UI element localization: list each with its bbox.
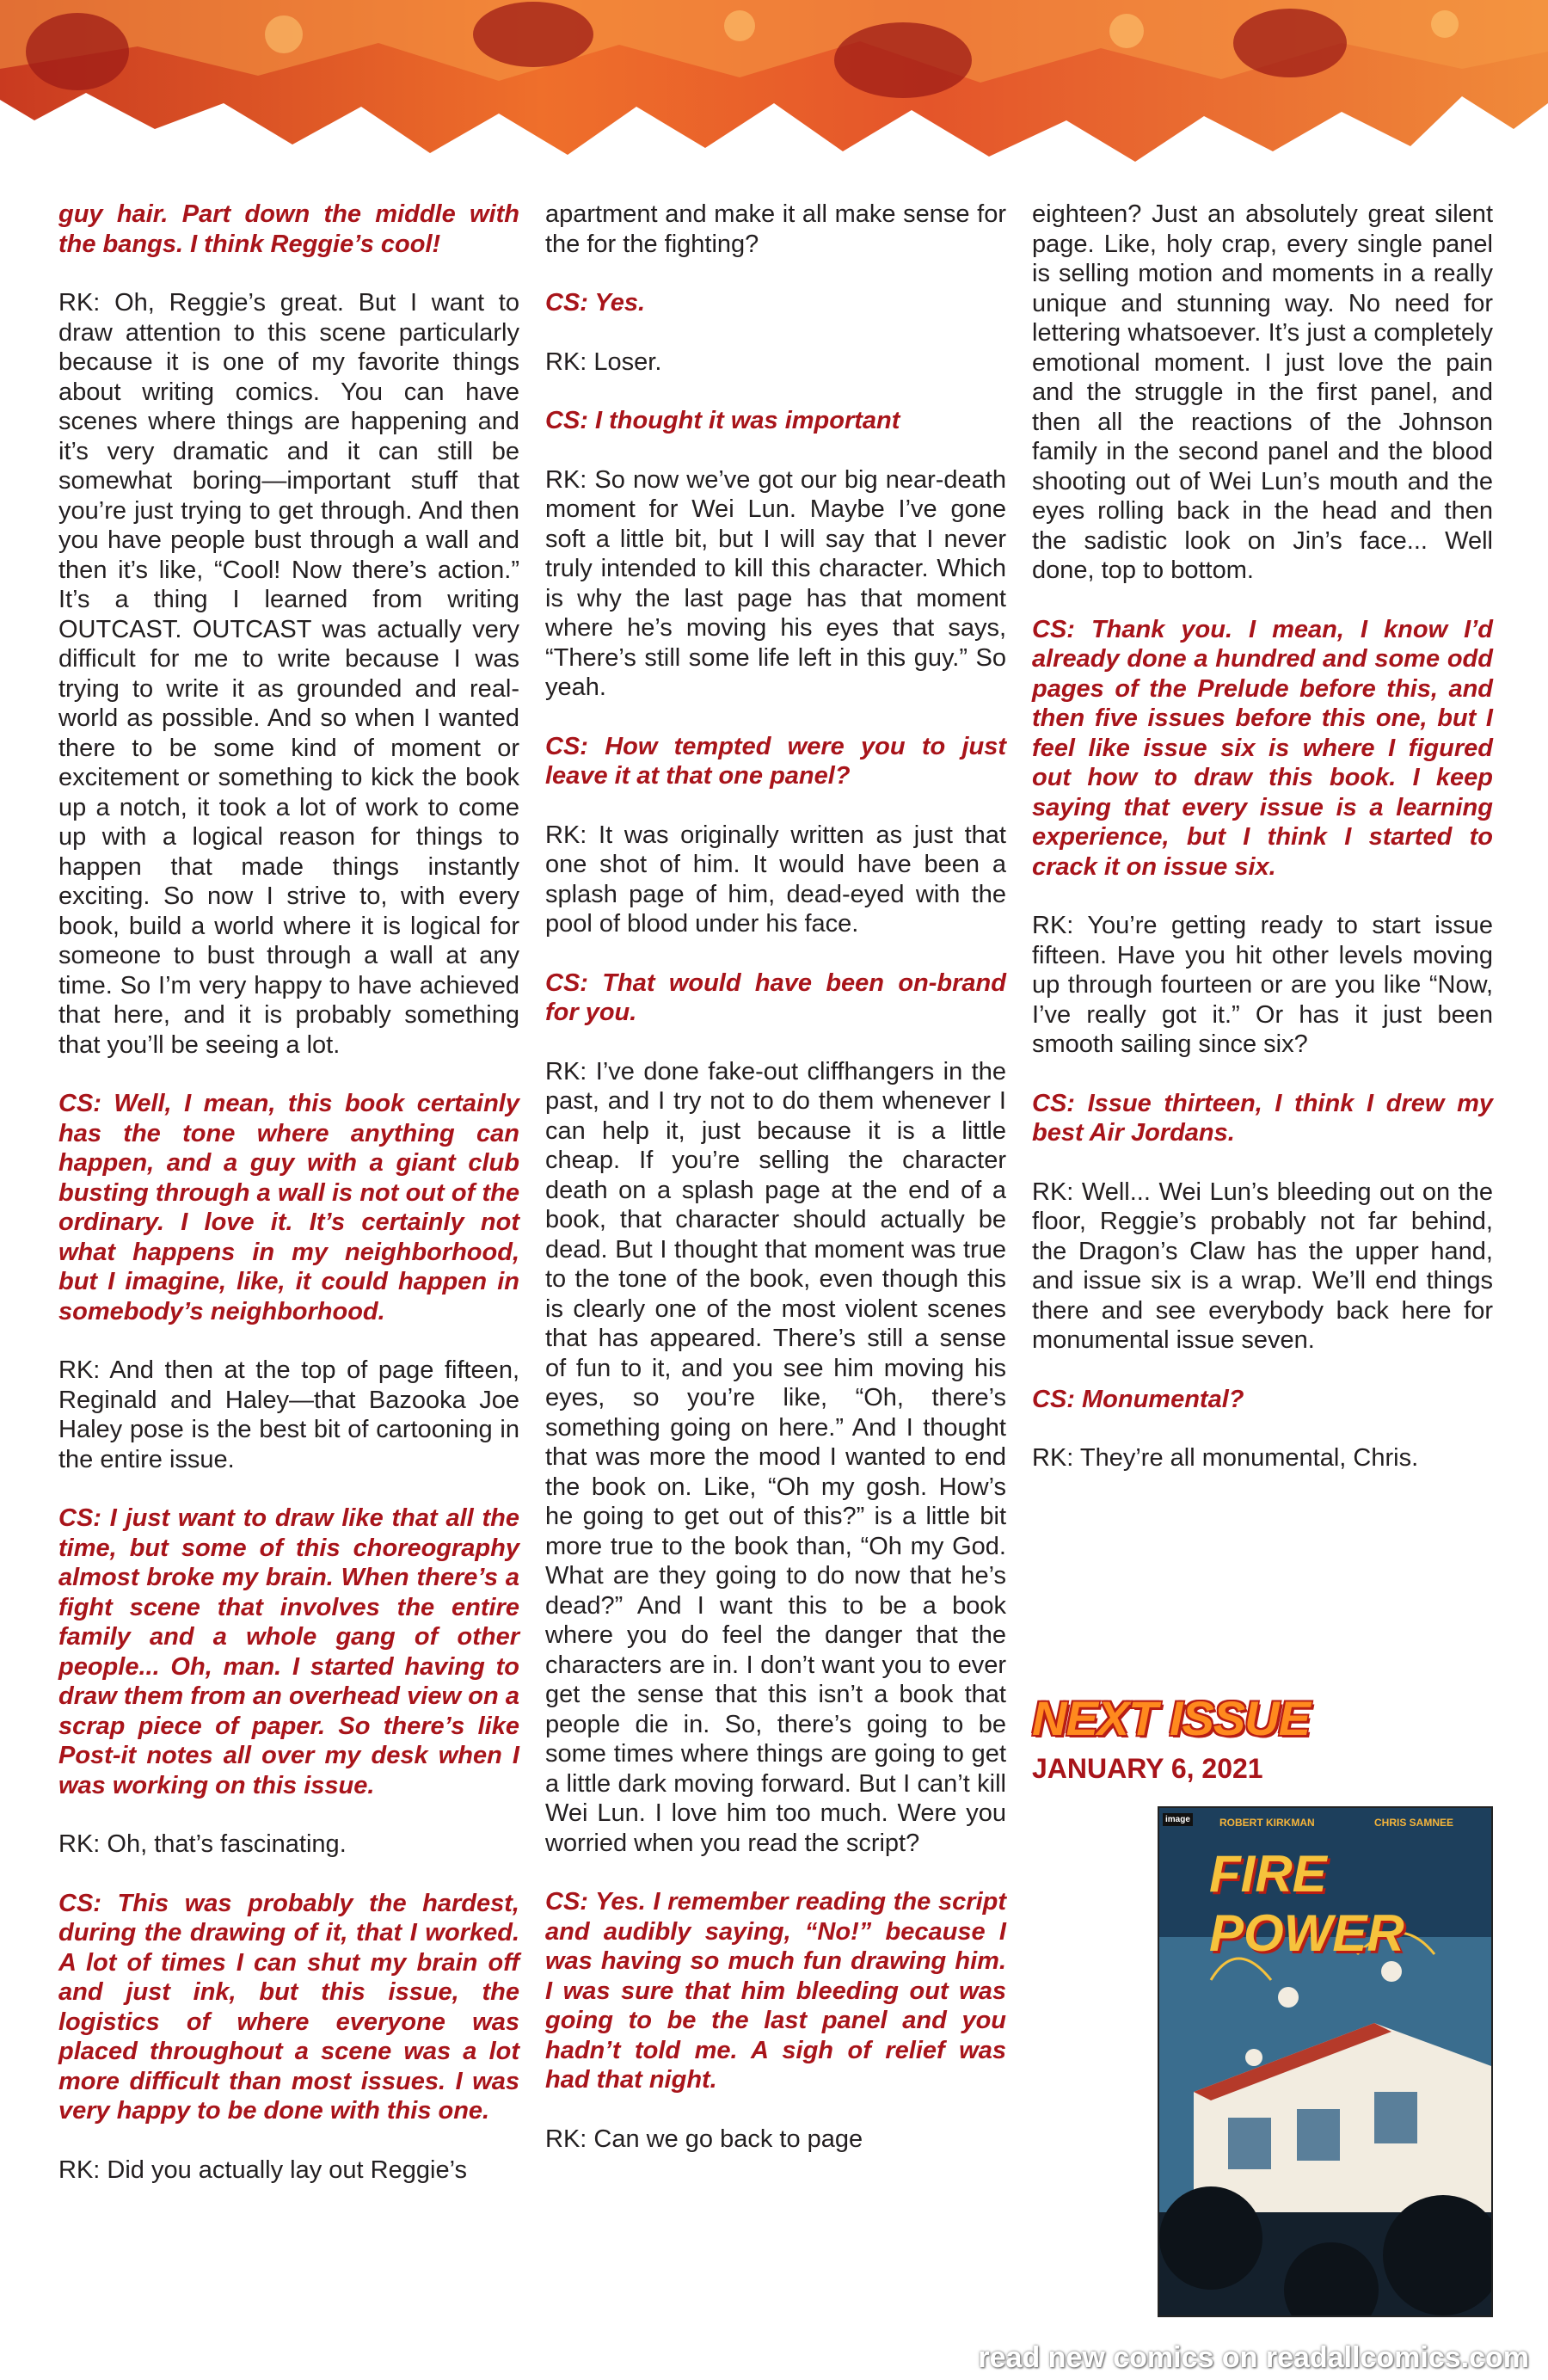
cs-paragraph: CS: How tempted were you to just leave it at that one panel? — [545, 732, 1006, 790]
next-issue-date: JANUARY 6, 2021 — [1032, 1753, 1263, 1784]
rk-paragraph: RK: Oh, that’s fascinating. — [58, 1830, 347, 1858]
next-issue-heading: NEXT ISSUE — [1032, 1691, 1310, 1745]
article-column-1 — [58, 200, 519, 2214]
cs-paragraph: CS: Thank you. I mean, I know I’d already done a hundred and some odd pages of the Prelude before this, and then five issues before this one, but I feel like issue six is where I figured out how to draw this book. I keep saying that every issue is a learning experience, but I think I started to crack it on issue six. — [1032, 615, 1493, 881]
rk-paragraph: RK: Oh, Reggie’s great. But I want to draw attention to this scene particularly because it is one of my favorite things about writing comics. You can have scenes where things are happening and it’s very dramatic and it can still be somewhat boring—important stuff that you’re just trying to get through. And then you have people bust through a wall and then it’s like, “Cool! Now there’s action.” It’s a thing I learned from writing OUTCAST. OUTCAST was actually very difficult for me to write because I was trying to write it as grounded and real-world as possible. And so when I wanted there to be some kind of moment or excitement or something to kick the book up a notch, it took a lot of work to come up with a logical reason for things to happen that made things instantly exciting. So now I strive to, with every book, build a world where it is logical for someone to bust through a wall at any time. So I’m very happy to have achieved that here, and it is probably something that you’ll be seeing a lot. — [58, 289, 519, 1059]
cs-paragraph: CS: Monumental? — [1032, 1385, 1244, 1413]
article-column-3 — [1032, 200, 1493, 1503]
cs-paragraph: CS: This was probably the hardest, during the drawing of it, that I worked. A lot of times I can shut my brain off and just ink, but this issue, the logistics of where everyone was placed throughout a scene was a lot more difficult than most issues. I was very happy to be done with this one. — [58, 1889, 519, 2125]
site-watermark: read new comics on readallcomics.com — [978, 2341, 1529, 2374]
rk-paragraph: eighteen? Just an absolutely great silent page. Like, holy crap, every single panel is selling motion and moments in a really unique and stunning way. No need for lettering whatsoever. It’s just a completely emotional moment. I just love the pain and the struggle in the first panel, and then all the reactions of the Johnson family in the second panel and the blood shooting out of Wei Lun’s mouth and the eyes rolling back in the head and then the sadistic look on Jin’s face... Well done, top to bottom. — [1032, 200, 1493, 584]
rk-paragraph: apartment and make it all make sense for the for the fighting? — [545, 200, 1006, 258]
cs-paragraph: CS: Yes. — [545, 289, 646, 317]
cover-title-logo: FIRE POWER — [1209, 1845, 1404, 1962]
cs-paragraph: CS: I thought it was important — [545, 407, 900, 434]
rk-paragraph: RK: It was originally written as just that one shot of him. It would have been a splash page of him, dead-eyed with the pool of blood under his face. — [545, 821, 1006, 938]
rk-paragraph: RK: You’re getting ready to start issue fifteen. Have you hit other levels moving up through fourteen or are you like “Now, I’ve really got it.” Or has it just been smooth sailing since six? — [1032, 912, 1493, 1058]
rk-paragraph: RK: They’re all monumental, Chris. — [1032, 1444, 1419, 1472]
rk-paragraph: RK: So now we’ve got our big near-death moment for Wei Lun. Maybe I’ve gone soft a little bit, but I will say that I never truly intended to kill this character. Which is why the last page has that moment where he’s moving his eyes that says, “There’s still some life left in this guy.” So yeah. — [545, 465, 1006, 701]
rk-paragraph: RK: Loser. — [545, 347, 662, 376]
rk-paragraph: RK: And then at the top of page fifteen, Reginald and Haley—that Bazooka Joe Haley pose is the best bit of cartooning in the entire issue. — [58, 1356, 519, 1473]
cover-artist-credit: CHRIS SAMNEE — [1374, 1817, 1454, 1829]
next-issue-cover — [1158, 1806, 1493, 2317]
cs-paragraph: guy hair. Part down the middle with the bangs. I think Reggie’s cool! — [58, 200, 519, 258]
rk-paragraph: RK: Can we go back to page — [545, 2125, 863, 2153]
cs-paragraph: CS: Issue thirteen, I think I drew my best Air Jordans. — [1032, 1089, 1493, 1147]
cs-paragraph: CS: Well, I mean, this book certainly has the tone where anything can happen, and a guy with a giant club busting through a wall is not out of the ordinary. I love it. It’s certainly not what happens in my neighborhood, but I imagine, like, it could happen in somebody’s neighborhood. — [58, 1090, 519, 1325]
rk-paragraph: RK: Well... Wei Lun’s bleeding out on the floor, Reggie’s probably not far behind, the Dragon’s Claw has the upper hand, and issue six is a wrap. We’ll end things there and see everybody back here for monumental issue seven. — [1032, 1178, 1493, 1354]
cs-paragraph: CS: Yes. I remember reading the script and audibly saying, “No!” because I was having so much fun drawing him. I was sure that him bleeding out was going to be the last panel and you hadn’t told me. A sigh of relief was had that night. — [545, 1888, 1006, 2094]
cover-writer-credit: ROBERT KIRKMAN — [1219, 1817, 1315, 1829]
article-column-2 — [545, 200, 1006, 2183]
header-banner-artwork — [0, 0, 1548, 172]
rk-paragraph: RK: Did you actually lay out Reggie’s — [58, 2156, 467, 2184]
cover-publisher-logo: image — [1163, 1813, 1193, 1826]
banner-illustration — [0, 0, 1548, 172]
cs-paragraph: CS: That would have been on-brand for you. — [545, 969, 1006, 1026]
rk-paragraph: RK: I’ve done fake-out cliffhangers in the past, and I try not to do them whenever I can help it, just because it is a little cheap. If you’re selling the character death on a splash page at the end of a book, that character should actually be dead. But I thought that moment was true to the tone of the book, even though this is clearly one of the most violent scenes that has appeared. There’s still a sense of fun to it, and you see him moving his eyes, so you’re like, “Oh, there’s something going on here.” And I thought that was more the mood I wanted to end the book on. Like, “Oh my gosh. How’s he going to get out of this?” is a little bit more true to the book than, “Oh my God. What are they going to do now that he’s dead?” And I want this to be a book where you do feel the danger that the characters are in. I don’t want you to ever get the sense that this isn’t a book that people die in. So, there’s going to be some times where things are going to get a little dark moving forward. But I can’t kill Wei Lun. I love him too much. Were you worried when you read the script? — [545, 1057, 1006, 1857]
cs-paragraph: CS: I just want to draw like that all the time, but some of this choreography almost broke my brain. When there’s a fight scene that involves the entire family and a whole gang of other people... Oh, man. I started having to draw them from an overhead view on a scrap piece of paper. So there’s like Post-it notes all over my desk when I was working on this issue. — [58, 1504, 519, 1799]
